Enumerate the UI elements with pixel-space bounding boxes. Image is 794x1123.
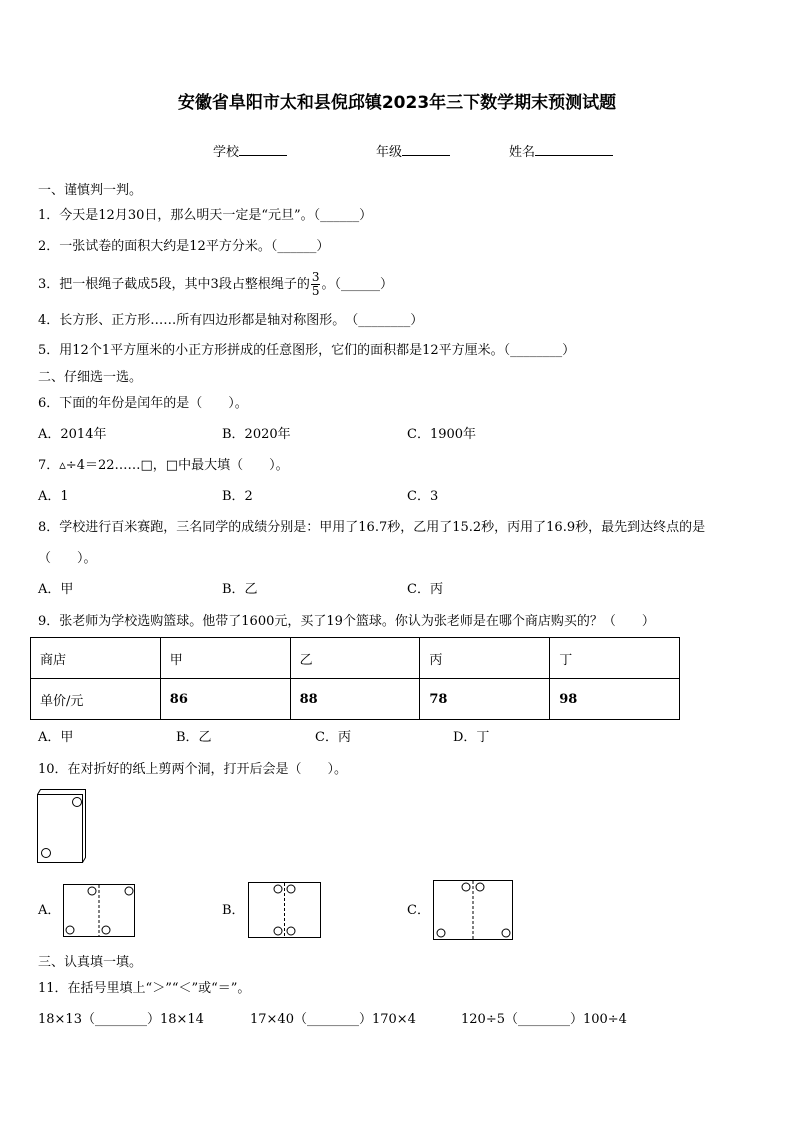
table-cell: 98 [550, 679, 680, 720]
name-field [509, 142, 613, 161]
table-cell: 乙 [290, 638, 420, 679]
grade-blank [402, 142, 450, 156]
table-cell: 86 [160, 679, 290, 720]
question-6: 6．下面的年份是闰年的是（ ）。 [38, 396, 248, 411]
question-9-option-d: D．丁 [453, 730, 490, 745]
question-8-option-b: B．乙 [222, 582, 258, 597]
grade-label: 年级 [376, 145, 403, 160]
table-cell: 88 [290, 679, 420, 720]
price-table [30, 637, 680, 720]
table-cell: 单价/元 [31, 679, 161, 720]
school-field [213, 142, 287, 161]
question-6-option-b: B．2020年 [222, 427, 291, 442]
question-4: 4．长方形、正方形……所有四边形都是轴对称图形。 （________） [38, 313, 424, 328]
school-label: 学校 [213, 145, 240, 160]
question-8-option-c: C．丙 [407, 582, 443, 597]
question-9: 9．张老师为学校选购篮球。他带了1600元，买了19个篮球。你认为张老师是在哪个商店购买的？（ ） [38, 614, 655, 629]
table-row [31, 679, 680, 720]
table-cell: 丙 [420, 638, 550, 679]
question-3-text: 3．把一根绳子截成5段，其中3段占整根绳子的 [38, 277, 310, 292]
table-cell: 78 [420, 679, 550, 720]
question-7-option-a: A．1 [38, 489, 69, 504]
fraction-denominator: 5 [311, 284, 320, 298]
table-cell: 丁 [550, 638, 680, 679]
question-1: 1．今天是12月30日，那么明天一定是“元旦”。（______） [38, 208, 373, 223]
question-11: 11．在括号里填上“＞”“＜”或“＝”。 [38, 981, 251, 996]
question-11-expression-2: 17×40（________）170×4 [250, 1012, 416, 1027]
question-7: 7．▵÷4＝22……□，□中最大填（ ）。 [38, 458, 289, 473]
table-cell: 商店 [31, 638, 161, 679]
question-9-option-c: C．丙 [315, 730, 351, 745]
question-10-option-c: C． [407, 903, 430, 918]
question-3 [38, 268, 393, 302]
question-11-expression-3: 120÷5（________）100÷4 [461, 1012, 627, 1027]
question-10-option-b: B． [222, 903, 245, 918]
option-c-unfolded-paper [432, 879, 514, 941]
school-blank [239, 142, 287, 156]
question-3-tail: 。（______） [321, 277, 393, 292]
table-row [31, 638, 680, 679]
question-6-option-c: C．1900年 [407, 427, 477, 442]
question-10-option-a: A． [38, 903, 61, 918]
name-blank [535, 142, 613, 156]
option-a-unfolded-paper [62, 883, 136, 938]
question-9-option-b: B．乙 [176, 730, 212, 745]
name-label: 姓名 [509, 145, 536, 160]
question-11-expression-1: 18×13（________）18×14 [38, 1012, 204, 1027]
table-cell: 甲 [160, 638, 290, 679]
question-8-option-a: A．甲 [38, 582, 74, 597]
question-6-option-a: A．2014年 [38, 427, 107, 442]
question-2: 2．一张试卷的面积大约是12平方分米。（______） [38, 239, 330, 254]
question-10: 10．在对折好的纸上剪两个洞，打开后会是（ ）。 [38, 762, 348, 777]
grade-field [376, 142, 450, 161]
section-3-heading: 三、认真填一填。 [38, 955, 143, 970]
page-title: 安徽省阜阳市太和县倪邱镇2023年三下数学期末预测试题 [177, 93, 617, 113]
option-b-unfolded-paper [247, 881, 322, 939]
question-7-option-c: C．3 [407, 489, 439, 504]
question-8-line-1: 8．学校进行百米赛跑，三名同学的成绩分别是：甲用了16.7秒，乙用了15.2秒，丙用了16.9秒，最先到达终点的是 [38, 520, 706, 535]
fraction [311, 271, 321, 298]
section-1-heading: 一、谨慎判一判。 [38, 183, 143, 198]
folded-paper-figure [36, 788, 88, 864]
fraction-numerator: 3 [311, 270, 320, 284]
question-7-option-b: B．2 [222, 489, 253, 504]
question-5: 5．用12个1平方厘米的小正方形拼成的任意图形，它们的面积都是12平方厘米。（________） [38, 343, 576, 358]
question-8-line-2: （ ）。 [38, 551, 97, 566]
section-2-heading: 二、仔细选一选。 [38, 370, 143, 385]
question-9-option-a: A．甲 [38, 730, 74, 745]
